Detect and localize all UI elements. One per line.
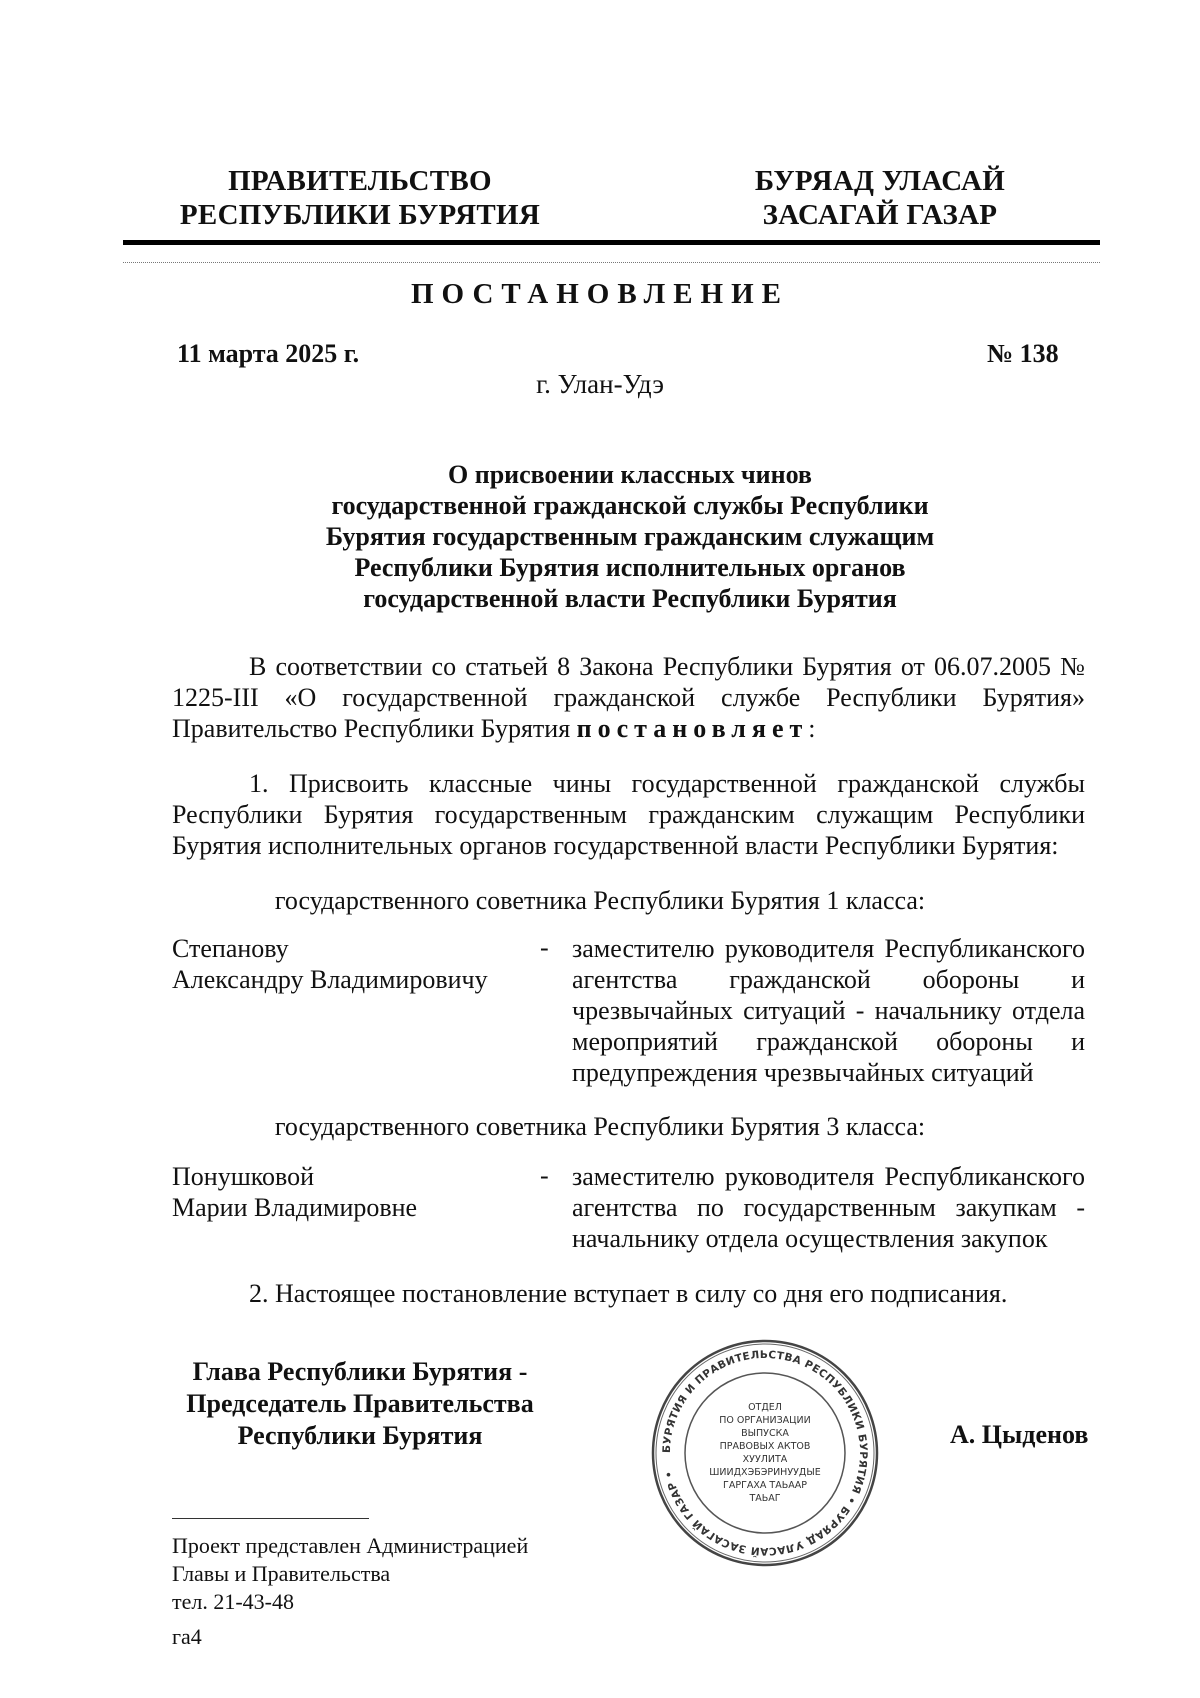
header-rule-dotted (123, 262, 1100, 263)
seal-stamp-icon (650, 1338, 880, 1568)
preamble-paragraph (172, 651, 1085, 744)
footer-line: Проект представлен Администрацией (172, 1533, 529, 1558)
signature-line: Глава Республики Бурятия - (192, 1357, 528, 1386)
person-given-names: Марии Владимировне (172, 1193, 418, 1222)
rank-1-title: государственного советника Республики Бурятия 1 класса: (274, 886, 926, 915)
subject-line: Бурятия государственным гражданским служащим (325, 522, 935, 551)
doc-type-title: ПОСТАНОВЛЕНИЕ (410, 278, 789, 310)
header-left (160, 164, 560, 232)
subject-line: Республики Бурятия исполнительных органов (354, 553, 906, 582)
signature-title (160, 1356, 560, 1452)
signatory-name: А. Цыденов (950, 1420, 1089, 1449)
footer-code: га4 (172, 1624, 202, 1649)
rank-2-person (172, 1161, 532, 1223)
signature-line: Председатель Правительства (186, 1389, 534, 1418)
seal-outer-text: БУРЯТИЯ И ПРАВИТЕЛЬСТВА РЕСПУБЛИКИ БУРЯТИЯ • БУРЯАД УЛАСАЙ ЗАСАГАЙ ГАЗАР • (660, 1348, 870, 1558)
preamble-resolves: постановляет (576, 714, 809, 743)
header-right-line1: БУРЯАД УЛАСАЙ (754, 165, 1006, 197)
person-surname: Понушковой (172, 1162, 315, 1191)
header-left-line1: ПРАВИТЕЛЬСТВО (228, 165, 492, 197)
footer-phone: тел. 21-43-48 (172, 1589, 295, 1614)
rank-2-dash: - (540, 1161, 549, 1190)
rank-2-position: заместителю руководителя Республиканского агентства по государственным закупкам - начальнику отдела осуществления закупок (572, 1162, 1085, 1253)
header-right (720, 164, 1040, 232)
subject-line: О присвоении классных чинов (448, 460, 812, 489)
seal-center-line: ГАРГАХА ТАЬААР (723, 1480, 807, 1491)
item-1-paragraph: 1. Присвоить классные чины государственной гражданской службы Республики Бурятия государственным гражданским служащим Республики Бурятия исполнительных органов государственной власти Республики Бурятия: (172, 769, 1085, 860)
header-left-line2: РЕСПУБЛИКИ БУРЯТИЯ (179, 199, 541, 231)
preamble-colon: : (808, 714, 816, 743)
rank-1-dash: - (540, 933, 549, 962)
signature-line: Республики Бурятия (237, 1421, 483, 1450)
seal-center-text (709, 1402, 820, 1504)
seal-center-line: ХУУЛИТА (742, 1454, 788, 1465)
seal-center-line: ВЫПУСКА (741, 1428, 789, 1439)
seal-center-line: ШИИДХЭБЭРИНУУДЫЕ (709, 1467, 821, 1478)
person-given-names: Александру Владимировичу (172, 965, 488, 994)
header-right-line2: ЗАСАГАЙ ГАЗАР (762, 199, 998, 231)
footer-note (172, 1532, 528, 1616)
rank-2-title: государственного советника Республики Бурятия 3 класса: (274, 1112, 926, 1141)
doc-number: № 138 (987, 339, 1059, 368)
footer-line: Главы и Правительства (172, 1561, 391, 1586)
subject-line: государственной власти Республики Бурятия (363, 584, 897, 613)
official-seal (650, 1338, 880, 1568)
doc-date: 11 марта 2025 г. (177, 339, 360, 368)
rank-1-person (172, 933, 532, 995)
item-2-paragraph: 2. Настоящее постановление вступает в силу со дня его подписания. (249, 1279, 1008, 1308)
rank-1-position: заместителю руководителя Республиканского агентства гражданской обороны и чрезвычайных ситуаций - начальнику отдела мероприятий гражданской обороны и предупреждения чрезвычайных ситуаций (572, 934, 1085, 1087)
header-rule (123, 240, 1100, 245)
seal-center-line: ТАЬАГ (749, 1493, 781, 1504)
preamble-text: В соответствии со статьей 8 Закона Республики Бурятия от 06.07.2005 № 1225-III «О государственной гражданской службе Республики Бурятия» Правительство Республики Бурятия (172, 652, 1085, 743)
doc-subject (170, 459, 1090, 614)
person-surname: Степанову (172, 934, 289, 963)
seal-center-line: ПРАВОВЫХ АКТОВ (719, 1441, 811, 1452)
subject-line: государственной гражданской службы Республики (331, 491, 929, 520)
seal-center-line: ПО ОРГАНИЗАЦИИ (719, 1415, 811, 1426)
footnote-rule (172, 1518, 369, 1519)
doc-city: г. Улан-Удэ (536, 369, 664, 399)
seal-center-line: ОТДЕЛ (748, 1402, 782, 1413)
